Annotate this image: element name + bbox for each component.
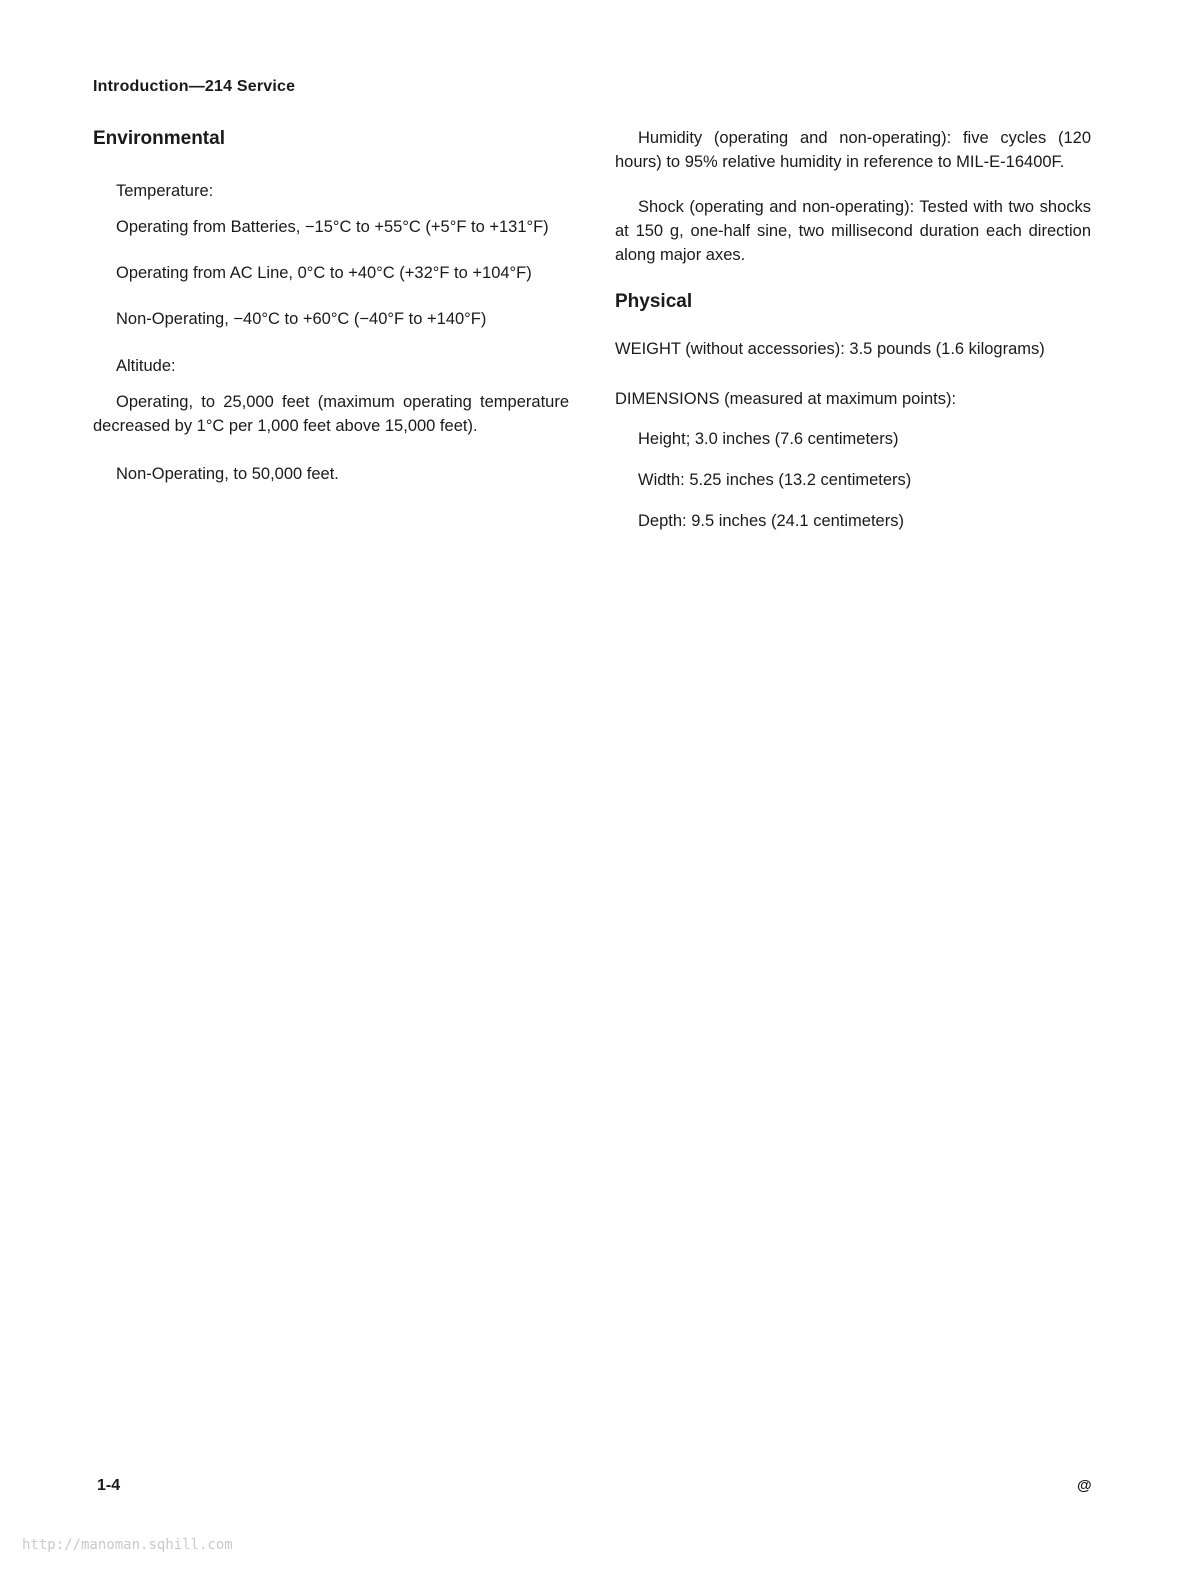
environmental-heading: Environmental xyxy=(93,128,225,149)
altitude-non-operating-spec: Non-Operating, to 50,000 feet. xyxy=(116,465,339,483)
width-spec: Width: 5.25 inches (13.2 centimeters) xyxy=(638,471,912,489)
dimensions-label: DIMENSIONS (measured at maximum points): xyxy=(615,390,957,408)
right-column xyxy=(615,126,1091,533)
running-head: Introduction—214 Service xyxy=(93,78,296,95)
temp-batteries-spec: Operating from Batteries, −15°C to +55°C (+5°F to +131°F) xyxy=(116,218,549,236)
altitude-operating-spec: Operating, to 25,000 feet (maximum operating temperature decreased by 1°C per 1,000 feet above 15,000 feet). xyxy=(93,393,569,435)
temp-non-operating-spec: Non-Operating, −40°C to +60°C (−40°F to +140°F) xyxy=(116,310,487,328)
height-spec: Height; 3.0 inches (7.6 centimeters) xyxy=(638,430,899,448)
altitude-label: Altitude: xyxy=(116,357,176,375)
weight-spec: WEIGHT (without accessories): 3.5 pounds (1.6 kilograms) xyxy=(615,340,1045,358)
humidity-spec: Humidity (operating and non-operating): five cycles (120 hours) to 95% relative humidity in reference to MIL-E-16400F. xyxy=(615,129,1091,171)
page-number: 1-4 xyxy=(97,1477,121,1494)
shock-spec: Shock (operating and non-operating): Tested with two shocks at 150 g, one-half sine, two millisecond duration each direction along major axes. xyxy=(615,198,1091,264)
source-watermark: http://manoman.sqhill.com xyxy=(22,1537,233,1553)
left-column xyxy=(93,126,569,486)
temperature-label: Temperature: xyxy=(116,182,214,200)
publisher-mark: @ xyxy=(1077,1477,1092,1494)
depth-spec: Depth: 9.5 inches (24.1 centimeters) xyxy=(638,512,904,530)
temp-ac-line-spec: Operating from AC Line, 0°C to +40°C (+32°F to +104°F) xyxy=(116,264,532,282)
physical-heading: Physical xyxy=(615,291,693,312)
